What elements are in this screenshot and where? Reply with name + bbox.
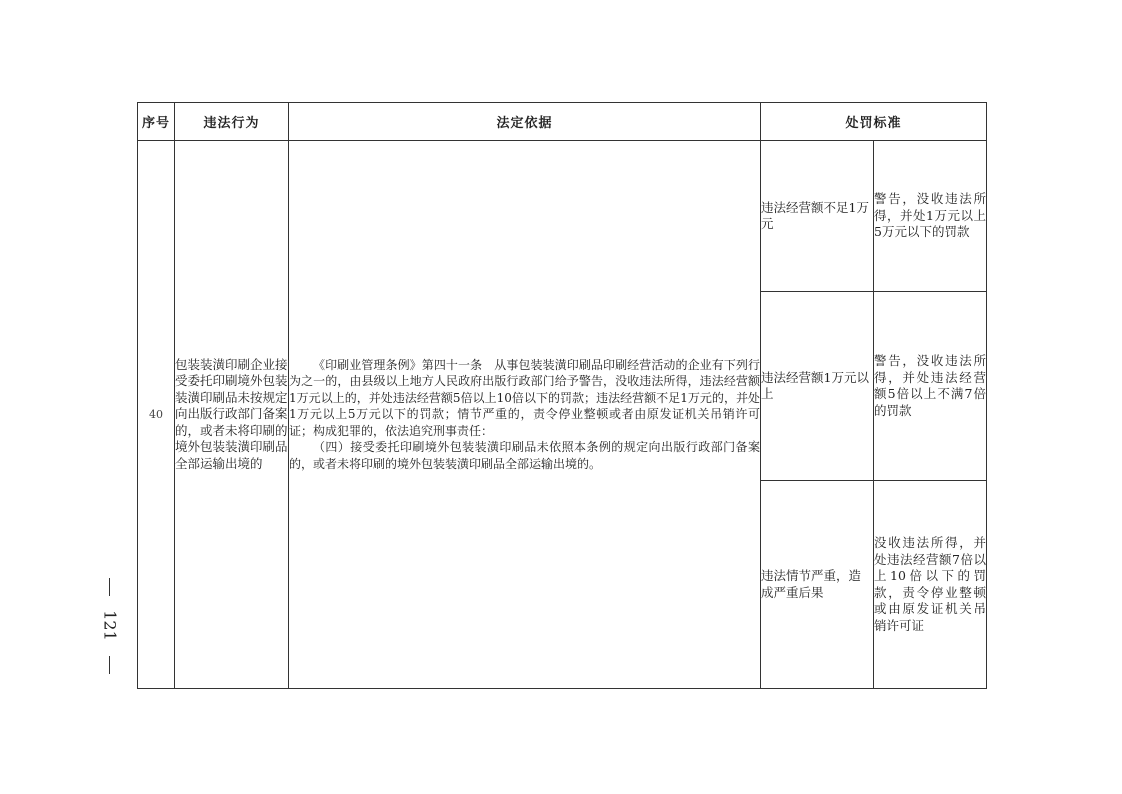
row-act: 包装装潢印刷企业接受委托印刷境外包装装潢印刷品未按规定向出版行政部门备案的，或者未将印刷的境外包装装潢印刷品全部运输出境的 bbox=[175, 141, 289, 689]
basis-paragraph-1: 《印刷业管理条例》第四十一条 从事包装装潢印刷品印刷经营活动的企业有下列行为之一的，由县级以上地方人民政府出版行政部门给予警告，没收违法所得，违法经营额1万元以上的，并处违法经营额5倍以上10倍以下的罚款；违法经营额不足1万元的，并处1万元以上5万元以下的罚款；情节严重的，责令停业整顿或者由原发证机关吊销许可证；构成犯罪的，依法追究刑事责任： bbox=[289, 357, 760, 438]
standard-penalty: 警告，没收违法所得，并处1万元以上5万元以下的罚款 bbox=[874, 141, 987, 292]
page-number-dash-bottom bbox=[109, 656, 110, 674]
row-seq: 40 bbox=[138, 141, 175, 689]
standard-penalty: 没收违法所得，并处违法经营额7倍以上10倍以下的罚款，责令停业整顿或由原发证机关吊销许可证 bbox=[874, 481, 987, 689]
penalty-table bbox=[137, 102, 987, 689]
header-seq: 序号 bbox=[138, 103, 175, 141]
page-number bbox=[99, 578, 121, 674]
basis-paragraph-2: （四）接受委托印刷境外包装装潢印刷品未依照本条例的规定向出版行政部门备案的，或者未将印刷的境外包装装潢印刷品全部运输出境的。 bbox=[289, 440, 760, 471]
header-row bbox=[138, 103, 987, 141]
standard-condition: 违法经营额不足1万元 bbox=[761, 141, 874, 292]
header-penalty: 处罚标准 bbox=[761, 103, 987, 141]
row-basis bbox=[289, 141, 761, 689]
standard-condition: 违法经营额1万元以上 bbox=[761, 292, 874, 481]
header-act: 违法行为 bbox=[175, 103, 289, 141]
page-number-text: 121 bbox=[100, 610, 120, 641]
page-number-dash-top bbox=[109, 578, 110, 596]
standard-condition: 违法情节严重，造成严重后果 bbox=[761, 481, 874, 689]
header-basis: 法定依据 bbox=[289, 103, 761, 141]
table-row bbox=[138, 141, 987, 292]
standard-penalty: 警告，没收违法所得，并处违法经营额5倍以上不满7倍的罚款 bbox=[874, 292, 987, 481]
